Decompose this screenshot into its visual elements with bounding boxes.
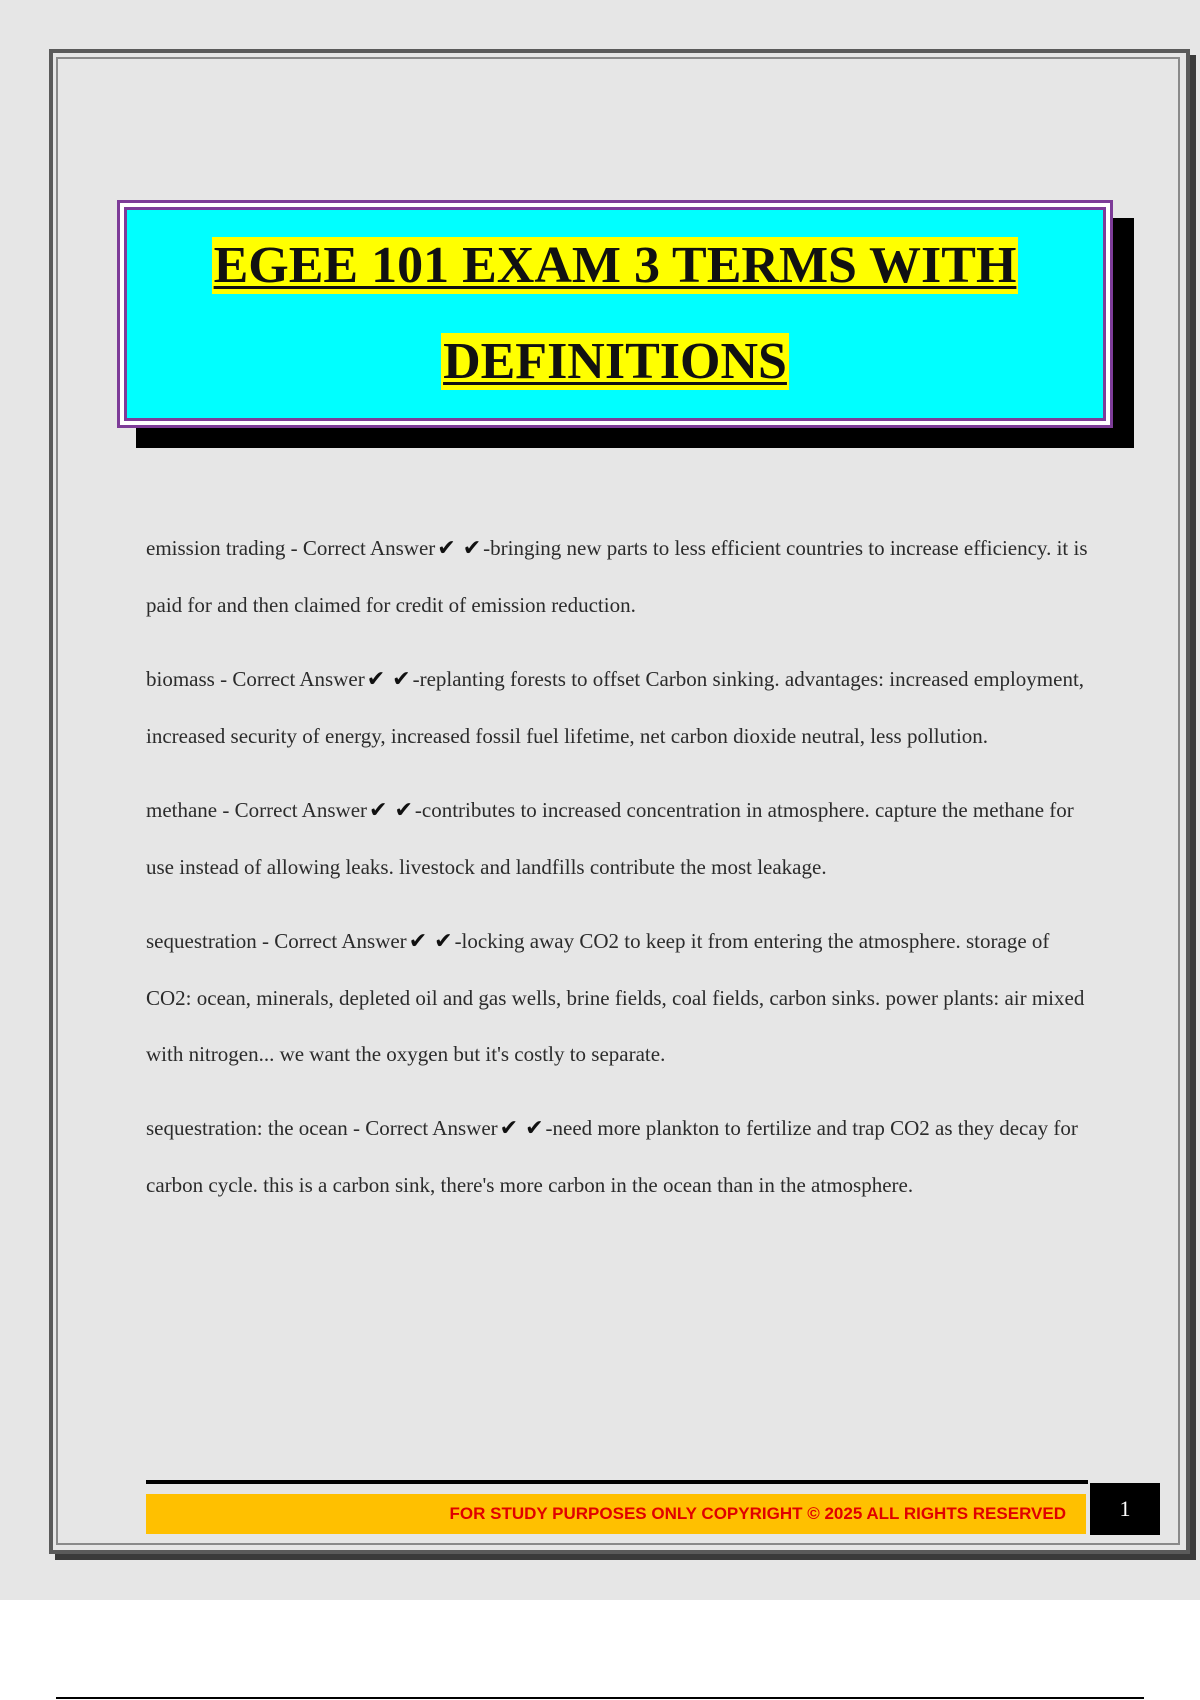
double-check-icon: ✔ ✔ <box>366 667 411 692</box>
copyright-notice: FOR STUDY PURPOSES ONLY COPYRIGHT © 2025 ALL RIGHTS RESERVED <box>449 1504 1066 1523</box>
double-check-icon: ✔ ✔ <box>437 536 482 561</box>
term-label: biomass - Correct Answer <box>146 667 365 691</box>
term-definition: -contributes to increased concentration in atmosphere. capture the methane for use instead of allowing leaks. livestock and landfills contribute the most leakage. <box>146 798 1074 879</box>
title-box <box>124 207 1106 421</box>
term-entry <box>146 520 1094 633</box>
term-entry <box>146 651 1094 764</box>
double-check-icon: ✔ ✔ <box>369 798 413 823</box>
term-label: sequestration: the ocean - Correct Answer <box>146 1116 498 1140</box>
double-check-icon: ✔ ✔ <box>408 929 453 954</box>
term-definition: -locking away CO2 to keep it from entering the atmosphere. storage of CO2: ocean, minerals, depleted oil and gas wells, brine fields, coal fields, carbon sinks. power plants: air mixed with nitrogen... we want the oxygen but it's costly to separate. <box>146 929 1085 1066</box>
footer-bar <box>146 1494 1086 1534</box>
page-number: 1 <box>1090 1483 1160 1535</box>
term-entry <box>146 782 1094 895</box>
term-definition: -replanting forests to offset Carbon sinking. advantages: increased employment, increased security of energy, increased fossil fuel lifetime, net carbon dioxide neutral, less pollution. <box>146 667 1085 748</box>
document-title <box>212 218 1019 410</box>
title-line-2: DEFINITIONS <box>443 333 787 390</box>
term-definition: -need more plankton to fertilize and trap CO2 as they decay for carbon cycle. this is a carbon sink, there's more carbon in the ocean than in the atmosphere. <box>146 1116 1078 1197</box>
footer-rule <box>146 1480 1088 1484</box>
term-definition: -bringing new parts to less efficient countries to increase efficiency. it is paid for and then claimed for credit of emission reduction. <box>146 536 1088 617</box>
terms-list <box>146 520 1094 1231</box>
term-label: sequestration - Correct Answer <box>146 929 407 953</box>
term-label: emission trading - Correct Answer <box>146 536 436 560</box>
title-line-1: EGEE 101 EXAM 3 TERMS WITH <box>213 237 1017 294</box>
term-entry <box>146 913 1094 1082</box>
term-label: methane - Correct Answer <box>146 798 368 822</box>
term-entry <box>146 1100 1094 1213</box>
double-check-icon: ✔ ✔ <box>499 1116 544 1141</box>
bottom-rule <box>56 1697 1144 1699</box>
